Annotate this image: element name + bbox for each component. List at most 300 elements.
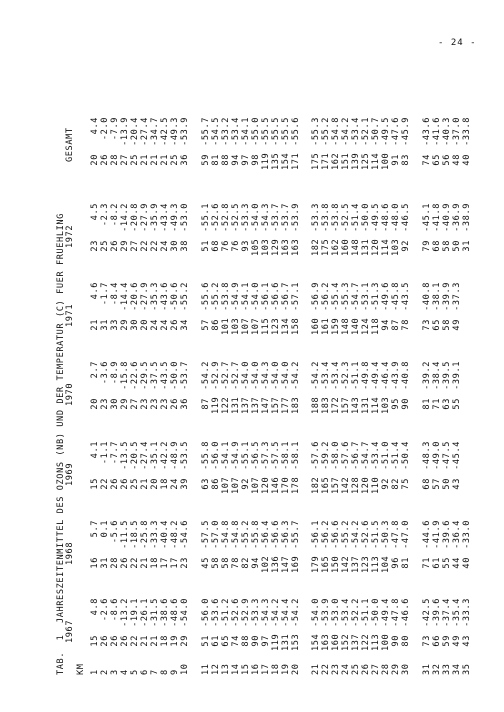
temperature-cell: -57.1 [291, 282, 301, 311]
ozone-cell: 22 [130, 635, 140, 647]
temperature-cell: -36.9 [452, 203, 462, 232]
temperature-cell: -45.1 [422, 203, 432, 232]
temperature-cell: -53.8 [321, 203, 331, 232]
table-row [261, 35, 271, 675]
temperature-cell: -50.6 [170, 282, 180, 311]
temperature-cell: -44.6 [422, 520, 432, 549]
temperature-cell: -57.0 [211, 520, 221, 549]
temperature-cell: -52.2 [351, 598, 361, 627]
ozone-cell: 139 [351, 152, 361, 170]
temperature-cell: -57.5 [271, 441, 281, 470]
temperature-cell: -45.8 [391, 282, 401, 311]
ozone-cell: 51 [201, 240, 211, 252]
ozone-cell: 92 [241, 478, 251, 490]
km-cell: 29 [391, 663, 401, 675]
ozone-cell: 122 [221, 396, 231, 414]
temperature-cell: -54.0 [180, 598, 190, 627]
temperature-cell: -53.4 [371, 441, 381, 470]
temperature-cell: -55.2 [211, 282, 221, 311]
column-year-header: 1971 [65, 303, 75, 327]
ozone-cell: 165 [321, 555, 331, 573]
ozone-cell: 39 [180, 478, 190, 490]
temperature-cell: -43.5 [401, 282, 411, 311]
temperature-cell: -42.5 [422, 598, 432, 627]
temperature-cell: -50.3 [381, 520, 391, 549]
table-row [251, 35, 261, 675]
temperature-cell: -55.7 [201, 117, 211, 146]
ozone-cell: 68 [432, 240, 442, 252]
ozone-cell: 29 [120, 319, 130, 331]
ozone-cell: 120 [261, 476, 271, 494]
table-row [201, 35, 211, 675]
ozone-cell: 20 [90, 398, 100, 410]
ozone-cell: 97 [241, 154, 251, 166]
temperature-cell: -54.2 [291, 598, 301, 627]
temperature-cell: -55.1 [201, 203, 211, 232]
ozone-cell: 82 [391, 478, 401, 490]
temperature-cell: -39.5 [442, 361, 452, 390]
km-cell: 15 [241, 663, 251, 675]
temperature-cell: -50.0 [371, 598, 381, 627]
ozone-cell: 131 [281, 633, 291, 651]
temperature-cell: -56.7 [281, 282, 291, 311]
ozone-cell: 23 [160, 398, 170, 410]
ozone-cell: 45 [201, 557, 211, 569]
ozone-cell: 103 [261, 238, 271, 256]
table-row [452, 35, 462, 675]
temperature-cell: -40.3 [442, 117, 452, 146]
temperature-cell: -52.6 [211, 203, 221, 232]
km-cell: 7 [150, 669, 160, 675]
temperature-cell: -55.2 [241, 520, 251, 549]
temperature-cell: -53.2 [221, 117, 231, 146]
temperature-cell: -53.4 [351, 117, 361, 146]
temperature-cell: -56.4 [261, 520, 271, 549]
ozone-cell: 160 [331, 633, 341, 651]
temperature-cell: -49.5 [371, 203, 381, 232]
ozone-cell: 21 [150, 154, 160, 166]
ozone-cell: 24 [160, 319, 170, 331]
temperature-cell: -27.4 [140, 117, 150, 146]
temperature-cell: -56.1 [261, 282, 271, 311]
temperature-cell: -35.3 [150, 282, 160, 311]
temperature-cell: -52.7 [231, 361, 241, 390]
ozone-cell: 120 [361, 476, 371, 494]
temperature-cell: -53.6 [211, 598, 221, 627]
ozone-cell: 73 [422, 319, 432, 331]
ozone-cell: 65 [432, 319, 442, 331]
ozone-cell: 15 [90, 478, 100, 490]
km-cell: 24 [341, 663, 351, 675]
temperature-cell: -50.0 [170, 361, 180, 390]
table-row [150, 35, 160, 675]
ozone-cell: 96 [391, 557, 401, 569]
temperature-cell: -49.3 [170, 203, 180, 232]
temperature-cell: -27.9 [140, 203, 150, 232]
ozone-cell: 43 [462, 635, 472, 647]
ozone-cell: 183 [321, 396, 331, 414]
temperature-cell: -35.1 [150, 441, 160, 470]
table-row [100, 35, 110, 675]
table-row [291, 35, 301, 675]
temperature-cell: -52.8 [221, 203, 231, 232]
ozone-cell: 65 [432, 154, 442, 166]
ozone-cell: 140 [351, 317, 361, 335]
ozone-cell: 179 [311, 555, 321, 573]
ozone-cell: 40 [462, 154, 472, 166]
ozone-cell: 30 [110, 398, 120, 410]
table-row-group [422, 35, 472, 675]
ozone-cell: 26 [170, 398, 180, 410]
ozone-cell: 157 [331, 476, 341, 494]
temperature-cell: -40.4 [160, 520, 170, 549]
ozone-cell: 188 [311, 396, 321, 414]
temperature-cell: -48.6 [170, 598, 180, 627]
ozone-cell: 94 [231, 154, 241, 166]
ozone-cell: 169 [291, 555, 301, 573]
column-header [65, 35, 87, 675]
ozone-cell: 18 [160, 635, 170, 647]
temperature-cell: -54.0 [281, 361, 291, 390]
ozone-cell: 90 [401, 398, 411, 410]
km-cell: 14 [231, 663, 241, 675]
ozone-cell: 59 [201, 154, 211, 166]
ozone-cell: 56 [442, 154, 452, 166]
temperature-cell: -39.1 [452, 361, 462, 390]
ozone-cell: 26 [120, 478, 130, 490]
ozone-cell: 107 [231, 476, 241, 494]
ozone-cell: 79 [422, 240, 432, 252]
table-row [331, 35, 341, 675]
ozone-cell: 162 [331, 152, 341, 170]
ozone-cell: 58 [442, 319, 452, 331]
km-cell: 9 [170, 669, 180, 675]
temperature-cell: -20.4 [130, 117, 140, 146]
ozone-cell: 100 [381, 152, 391, 170]
ozone-cell: 91 [391, 154, 401, 166]
temperature-cell: -54.2 [311, 361, 321, 390]
km-cell: 34 [452, 663, 462, 675]
km-cell: 8 [160, 669, 170, 675]
temperature-cell: -35.4 [452, 598, 462, 627]
column-year-header: 1967 [65, 619, 75, 643]
ozone-cell: 153 [291, 633, 301, 651]
table-row [170, 35, 180, 675]
ozone-cell: 76 [231, 240, 241, 252]
ozone-cell: 26 [170, 319, 180, 331]
temperature-cell: -42.5 [160, 117, 170, 146]
temperature-cell: -54.1 [241, 117, 251, 146]
column-year-header: 1969 [65, 462, 75, 486]
temperature-cell: -54.0 [251, 361, 261, 390]
ozone-cell: 119 [261, 152, 271, 170]
temperature-cell: -53.7 [271, 203, 281, 232]
ozone-cell: 22 [130, 557, 140, 569]
temperature-cell: -51.5 [371, 520, 381, 549]
temperature-cell: -31.5 [150, 598, 160, 627]
ozone-cell: 58 [221, 557, 231, 569]
ozone-cell: 137 [351, 633, 361, 651]
ozone-cell: 20 [90, 154, 100, 166]
ozone-cell: 30 [130, 319, 140, 331]
ozone-cell: 36 [180, 398, 190, 410]
ozone-cell: 50 [442, 478, 452, 490]
ozone-cell: 21 [140, 635, 150, 647]
temperature-cell: -38.9 [462, 203, 472, 232]
temperature-cell: -55.6 [201, 282, 211, 311]
temperature-cell: -54.0 [271, 361, 281, 390]
table-row [422, 35, 432, 675]
column-year-header: 1972 [65, 224, 75, 248]
ozone-cell: 27 [130, 398, 140, 410]
ozone-cell: 20 [140, 319, 150, 331]
ozone-cell: 71 [432, 398, 442, 410]
temperature-cell: -55.6 [291, 117, 301, 146]
table-row [221, 35, 231, 675]
temperature-cell: -49.8 [361, 361, 371, 390]
temperature-cell: -49.0 [432, 441, 442, 470]
ozone-cell: 182 [311, 476, 321, 494]
temperature-cell: -46.4 [381, 361, 391, 390]
ozone-cell: 31 [100, 557, 110, 569]
temperature-cell: -55.5 [281, 117, 291, 146]
temperature-cell: -56.5 [251, 441, 261, 470]
ozone-cell: 107 [241, 317, 251, 335]
ozone-cell: 134 [281, 317, 291, 335]
temperature-cell: -54.2 [271, 598, 281, 627]
km-header: KM [76, 663, 86, 675]
temperature-cell: -1.7 [100, 282, 110, 306]
temperature-cell: -19.1 [130, 598, 140, 627]
ozone-cell: 58 [211, 557, 221, 569]
temperature-cell: -8.9 [110, 361, 120, 385]
ozone-cell: 31 [462, 240, 472, 252]
temperature-cell: -33.0 [462, 520, 472, 549]
temperature-cell: -55.0 [251, 117, 261, 146]
ozone-cell: 146 [271, 476, 281, 494]
ozone-cell: 73 [422, 635, 432, 647]
temperature-cell: -58.1 [291, 441, 301, 470]
temperature-cell: -49.5 [381, 117, 391, 146]
ozone-cell: 123 [271, 317, 281, 335]
temperature-cell: 4.6 [90, 282, 100, 300]
temperature-cell: -53.1 [361, 282, 371, 311]
ozone-cell: 114 [381, 238, 391, 256]
temperature-cell: -53.0 [180, 203, 190, 232]
ozone-cell: 29 [120, 240, 130, 252]
km-cell: 11 [201, 663, 211, 675]
ozone-cell: 92 [381, 478, 391, 490]
temperature-cell: -52.3 [341, 361, 351, 390]
temperature-cell: -54.0 [241, 361, 251, 390]
ozone-cell: 113 [371, 555, 381, 573]
ozone-cell: 23 [90, 240, 100, 252]
table-row [160, 35, 170, 675]
temperature-cell: -52.5 [231, 203, 241, 232]
temperature-cell: -27.4 [140, 441, 150, 470]
temperature-cell: -54.0 [251, 203, 261, 232]
temperature-cell: -46.6 [401, 598, 411, 627]
temperature-cell: -55.1 [241, 441, 251, 470]
temperature-cell: -56.9 [311, 282, 321, 311]
temperature-cell: -56.0 [211, 441, 221, 470]
temperature-cell: -39.9 [442, 282, 452, 311]
ozone-cell: 119 [211, 396, 221, 414]
temperature-cell: 4.5 [90, 203, 100, 221]
km-cell: 3 [110, 669, 120, 675]
km-cell: 27 [371, 663, 381, 675]
temperature-cell: -46.5 [401, 203, 411, 232]
ozone-cell: 137 [251, 396, 261, 414]
temperature-cell: -33.3 [462, 598, 472, 627]
ozone-cell: 81 [422, 398, 432, 410]
ozone-cell: 25 [170, 154, 180, 166]
temperature-cell: -33.8 [462, 117, 472, 146]
temperature-cell: -51.4 [391, 441, 401, 470]
ozone-cell: 120 [371, 238, 381, 256]
ozone-cell: 162 [331, 238, 341, 256]
ozone-cell: 31 [100, 319, 110, 331]
temperature-cell: -43.4 [160, 203, 170, 232]
ozone-cell: 23 [140, 398, 150, 410]
temperature-cell: -48.0 [391, 203, 401, 232]
temperature-cell: -37.5 [150, 361, 160, 390]
temperature-cell: -58.0 [331, 441, 341, 470]
temperature-cell: -47.6 [391, 117, 401, 146]
ozone-cell: 29 [120, 398, 130, 410]
table-row [321, 35, 331, 675]
ozone-cell: 26 [120, 557, 130, 569]
temperature-cell: -41.6 [432, 117, 442, 146]
ozone-cell: 172 [331, 396, 341, 414]
ozone-cell: 17 [160, 557, 170, 569]
ozone-cell: 98 [251, 154, 261, 166]
temperature-cell: -52.9 [241, 598, 251, 627]
km-cell: 21 [311, 663, 321, 675]
ozone-cell: 158 [291, 317, 301, 335]
temperature-cell: -50.7 [371, 117, 381, 146]
ozone-cell: 74 [231, 635, 241, 647]
temperature-cell: -55.3 [311, 117, 321, 146]
ozone-cell: 94 [381, 319, 391, 331]
ozone-cell: 113 [371, 633, 381, 651]
temperature-cell: -50.0 [361, 203, 371, 232]
ozone-cell: 154 [281, 152, 291, 170]
ozone-cell: 48 [452, 154, 462, 166]
ozone-cell: 21 [150, 635, 160, 647]
temperature-cell: -37.0 [452, 117, 462, 146]
table-row [401, 35, 411, 675]
km-cell: 32 [432, 663, 442, 675]
temperature-cell: -53.3 [241, 203, 251, 232]
temperature-cell: -53.9 [321, 598, 331, 627]
ozone-cell: 175 [321, 238, 331, 256]
temperature-cell: -25.8 [140, 520, 150, 549]
temperature-cell: -49.6 [381, 282, 391, 311]
ozone-cell: 76 [221, 240, 231, 252]
temperature-cell: -53.3 [251, 598, 261, 627]
ozone-cell: 129 [271, 238, 281, 256]
ozone-cell: 107 [251, 476, 261, 494]
km-cell: 31 [422, 663, 432, 675]
temperature-cell: -52.5 [341, 203, 351, 232]
temperature-cell: 4.4 [90, 117, 100, 135]
temperature-cell: -51.4 [351, 203, 361, 232]
temperature-cell: -54.7 [361, 441, 371, 470]
ozone-cell: 163 [291, 238, 301, 256]
ozone-cell: 154 [311, 633, 321, 651]
temperature-cell: -54.5 [211, 117, 221, 146]
ozone-cell: 26 [100, 635, 110, 647]
ozone-cell: 137 [351, 555, 361, 573]
ozone-cell: 71 [422, 557, 432, 569]
table-row [90, 35, 100, 675]
ozone-cell: 114 [371, 152, 381, 170]
km-cell: 1 [90, 669, 100, 675]
table-row [361, 35, 371, 675]
temperature-cell: -52.7 [221, 361, 231, 390]
ozone-cell: 33 [110, 319, 120, 331]
temperature-cell: -54.2 [201, 361, 211, 390]
ozone-cell: 57 [201, 319, 211, 331]
temperature-cell: -39.6 [442, 520, 452, 549]
temperature-cell: -8.2 [110, 203, 120, 227]
km-cell: 30 [401, 663, 411, 675]
km-cell: 22 [321, 663, 331, 675]
temperature-cell: -53.4 [321, 361, 331, 390]
ozone-cell: 90 [251, 635, 261, 647]
ozone-cell: 81 [211, 154, 221, 166]
ozone-cell: 78 [231, 557, 241, 569]
ozone-cell: 65 [221, 635, 231, 647]
ozone-cell: 26 [100, 154, 110, 166]
temperature-cell: -54.0 [311, 598, 321, 627]
temperature-cell: -49.4 [381, 598, 391, 627]
ozone-cell: 24 [150, 319, 160, 331]
temperature-cell: -43.5 [160, 361, 170, 390]
temperature-cell: -51.0 [381, 441, 391, 470]
column-year-header: 1970 [65, 382, 75, 406]
ozone-cell: 92 [401, 240, 411, 252]
temperature-cell: -38.6 [160, 598, 170, 627]
temperature-cell: -57.6 [341, 441, 351, 470]
ozone-cell: 157 [271, 396, 281, 414]
table-row [351, 35, 361, 675]
temperature-cell: -54.8 [331, 117, 341, 146]
temperature-cell: -29.5 [140, 361, 150, 390]
temperature-cell: -55.2 [341, 520, 351, 549]
ozone-cell: 87 [201, 398, 211, 410]
ozone-cell: 160 [311, 317, 321, 335]
ozone-cell: 59 [442, 635, 452, 647]
km-cell: 2 [100, 669, 110, 675]
temperature-cell: -57.6 [311, 441, 321, 470]
temperature-cell: -53.8 [221, 282, 231, 311]
ozone-cell: 68 [422, 478, 432, 490]
temperature-cell: -53.9 [291, 203, 301, 232]
temperature-cell: -55.5 [271, 117, 281, 146]
km-cell: 19 [281, 663, 291, 675]
temperature-cell: -40.9 [442, 203, 452, 232]
temperature-cell: -54.2 [291, 361, 301, 390]
ozone-cell: 21 [140, 154, 150, 166]
temperature-cell: -47.8 [391, 520, 401, 549]
temperature-cell: -54.2 [341, 117, 351, 146]
temperature-cell: -35.9 [150, 203, 160, 232]
temperature-cell: -20.8 [130, 203, 140, 232]
temperature-cell: -13.9 [120, 117, 130, 146]
temperature-cell: -53.4 [331, 361, 341, 390]
